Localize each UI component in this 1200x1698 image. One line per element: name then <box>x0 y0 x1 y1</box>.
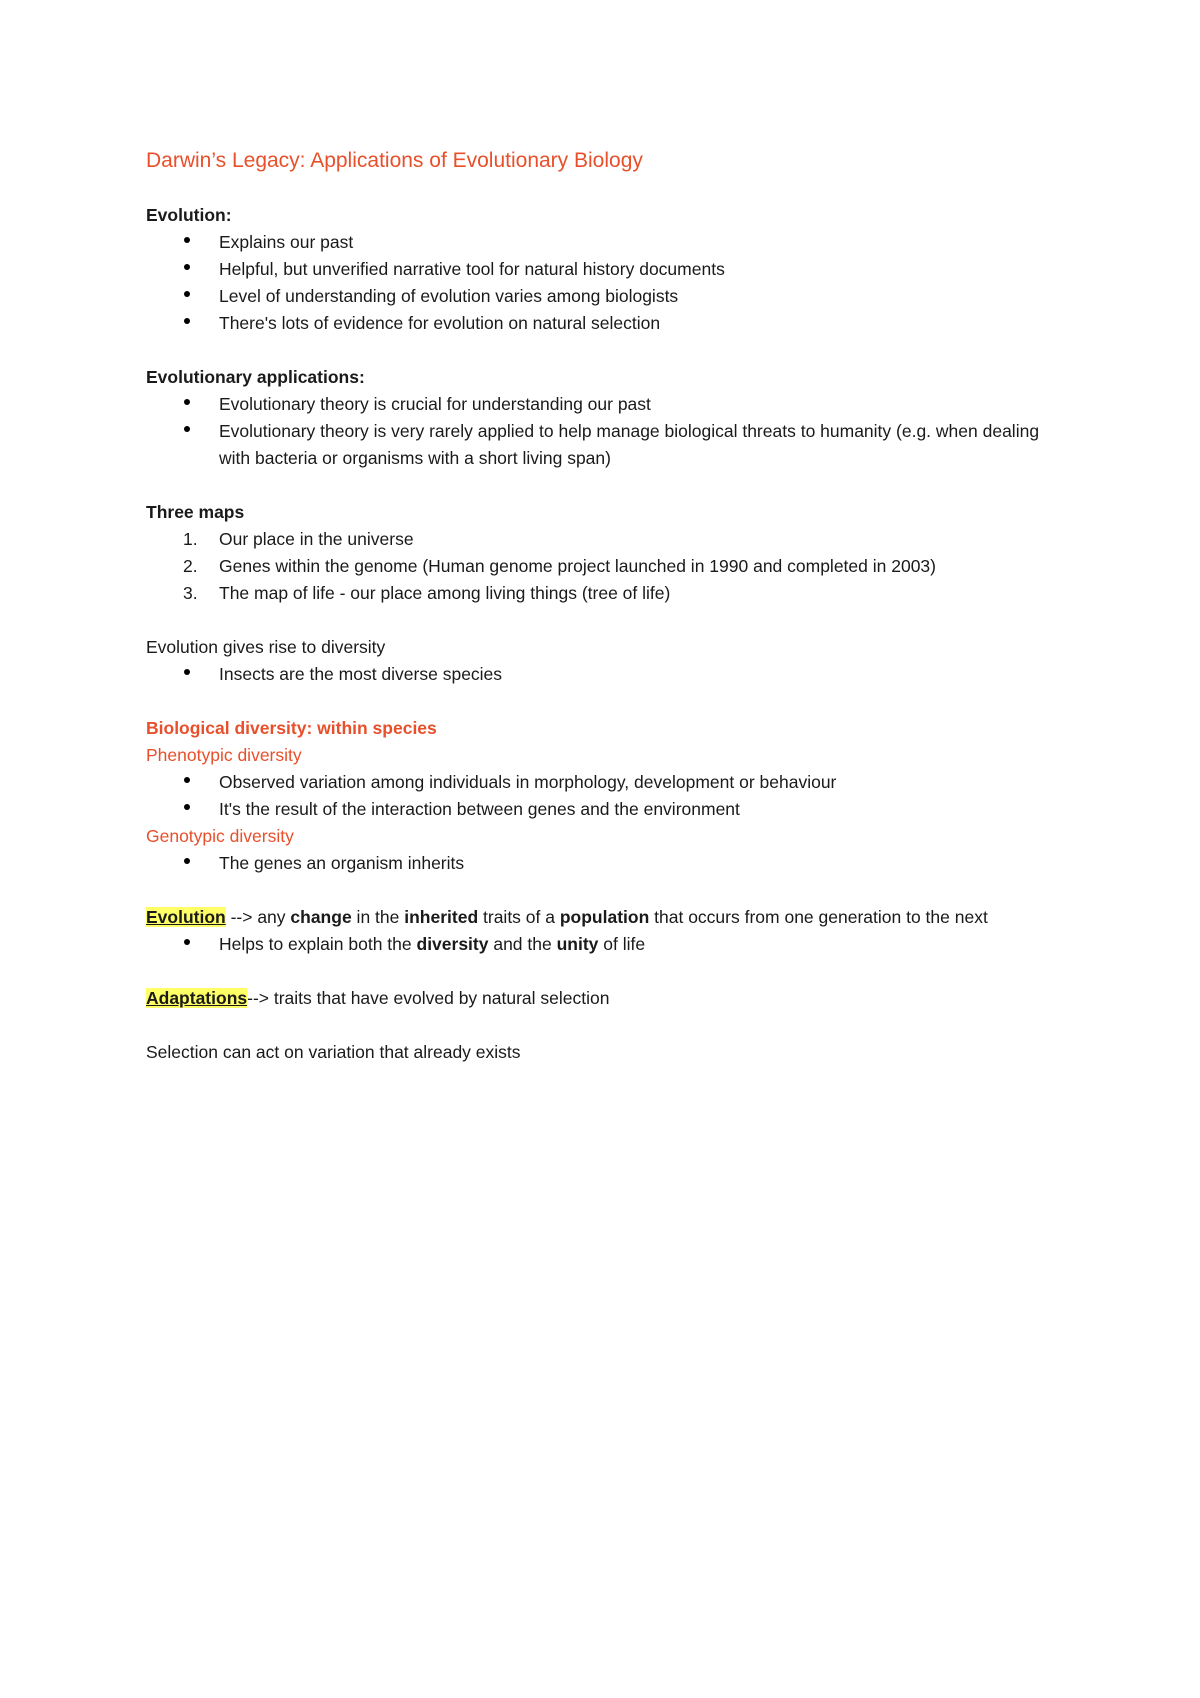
closing-statement: Selection can act on variation that already exists <box>146 1042 521 1062</box>
list-item: Helpful, but unverified narrative tool for natural history documents <box>146 256 1066 283</box>
definition-text: that occurs from one generation to the next <box>649 907 988 927</box>
list-item: Evolutionary theory is crucial for understanding our past <box>146 391 1066 418</box>
item-number: 2. <box>183 556 198 576</box>
maps-list <box>146 526 1066 607</box>
definition-evolution <box>146 904 1066 931</box>
bold-term: change <box>290 907 352 927</box>
item-number: 3. <box>183 583 198 603</box>
item-text: Genes within the genome (Human genome project launched in 1990 and completed in 2003) <box>219 556 936 576</box>
item-text: Helps to explain both the <box>219 934 417 954</box>
section-heading-applications: Evolutionary applications: <box>146 367 365 387</box>
definition-text: traits of a <box>478 907 560 927</box>
phenotypic-list <box>146 769 1066 823</box>
bold-term: inherited <box>404 907 479 927</box>
definition-adaptations <box>146 985 1066 1012</box>
bold-term: diversity <box>416 934 489 954</box>
document-page <box>146 146 1066 1066</box>
item-text: Our place in the universe <box>219 529 414 549</box>
genotypic-list <box>146 850 1066 877</box>
definition-text: in the <box>351 907 405 927</box>
subheading-genotypic: Genotypic diversity <box>146 826 294 846</box>
diversity-list <box>146 661 1066 688</box>
bold-term: unity <box>556 934 599 954</box>
list-item: Insects are the most diverse species <box>146 661 1066 688</box>
term-evolution: Evolution <box>146 907 226 927</box>
term-adaptations: Adaptations <box>146 988 248 1008</box>
section-heading-biological: Biological diversity: within species <box>146 718 437 738</box>
evolution-list <box>146 229 1066 337</box>
numbered-item <box>146 526 1066 553</box>
definition-text: --> traits that have evolved by natural selection <box>247 988 610 1008</box>
list-item: The genes an organism inherits <box>146 850 1066 877</box>
item-text: of life <box>598 934 646 954</box>
section-heading-maps: Three maps <box>146 502 245 522</box>
section-heading-evolution: Evolution: <box>146 205 232 225</box>
list-item: Observed variation among individuals in morphology, development or behaviour <box>146 769 1066 796</box>
list-item: There's lots of evidence for evolution on natural selection <box>146 310 1066 337</box>
document-title: Darwin’s Legacy: Applications of Evolutionary Biology <box>146 149 643 172</box>
applications-list <box>146 391 1066 472</box>
item-text: and the <box>488 934 557 954</box>
list-item: It's the result of the interaction between genes and the environment <box>146 796 1066 823</box>
subheading-phenotypic: Phenotypic diversity <box>146 745 302 765</box>
section-heading-diversity: Evolution gives rise to diversity <box>146 637 386 657</box>
definition-text: --> any <box>225 907 291 927</box>
numbered-item <box>146 553 1066 580</box>
list-item <box>146 931 1066 958</box>
item-text: The map of life - our place among living things (tree of life) <box>219 583 671 603</box>
bold-term: population <box>559 907 650 927</box>
list-item: Evolutionary theory is very rarely applied to help manage biological threats to humanity (e.g. when dealing with bacteria or organisms with a short living span) <box>146 418 1066 472</box>
list-item: Level of understanding of evolution varies among biologists <box>146 283 1066 310</box>
list-item: Explains our past <box>146 229 1066 256</box>
numbered-item <box>146 580 1066 607</box>
item-number: 1. <box>183 529 198 549</box>
evolution-definition-list <box>146 931 1066 958</box>
